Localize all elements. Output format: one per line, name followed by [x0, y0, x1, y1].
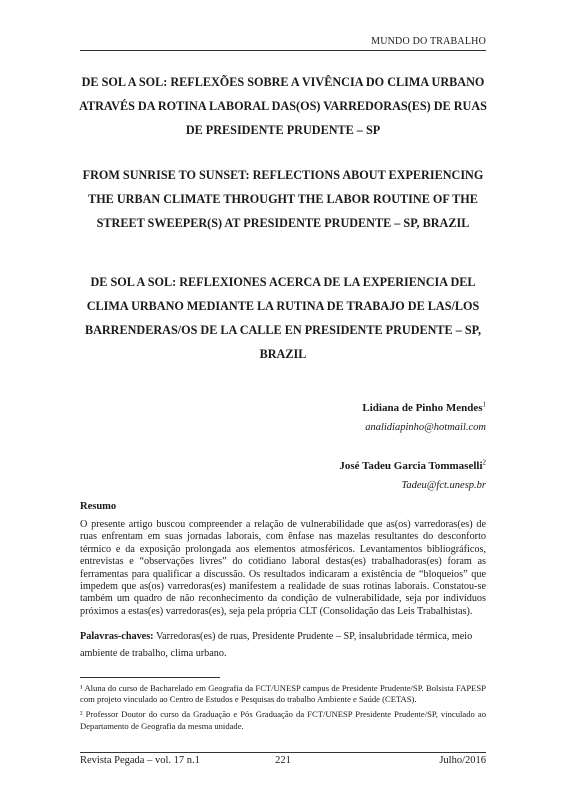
- author-block-1: [362, 402, 486, 433]
- footnotes: [80, 683, 486, 736]
- abstract-text: O presente artigo buscou compreender a relação de vulnerabilidade que as(os) varredoras(es) de ruas enfrentam em suas jornadas laborais, com ênfase nas mazelas resultantes do desconforto térmico e da exposição prolongada aos elementos atmosféricos. Levantamentos bibliográficos, entrevistas e “observações livres” do cotidiano laboral destas(es) trabalhadoras(es) foram as ferramentas para qualificar a discussão. Os resultados indicaram a existência de “bloqueios” que impedem que as(os) varredoras(es) manifestem a realidade de suas rotinas laborais. Constatou-se também um quadro de não reconhecimento da condição de vulnerabilidade, seja por indivíduos próximos a estas(es) varredoras(es), seja pela própria CLT (Consolidação das Leis Trabalhistas).: [80, 519, 486, 617]
- author-email-1[interactable]: analidiapinho@hotmail.com: [365, 422, 486, 433]
- footnote-mark-1: 1: [482, 400, 486, 409]
- page-number: 221: [275, 755, 291, 766]
- title-english: FROM SUNRISE TO SUNSET: REFLECTIONS ABOUT EXPERIENCING THE URBAN CLIMATE THROUGHT THE LABOR ROUTINE OF THE STREET SWEEPER(S) AT PRESIDENTE PRUDENTE – SP, BRAZIL: [82, 168, 484, 230]
- author-name-1: Lidiana de Pinho Mendes$^1$: [362, 400, 486, 414]
- abstract-heading: Resumo: [80, 501, 117, 512]
- issue-date: Julho/2016: [439, 755, 486, 766]
- footnote-2: ² Professor Doutor do curso da Graduação e Pós Graduação da FCT/UNESP Presidente Prudente/SP, vinculado ao Departamento de Geografia da mesma unidade.: [80, 709, 486, 731]
- footnote-mark-2: 2: [482, 458, 486, 467]
- author-name-2: José Tadeu Garcia Tommaselli$^2$: [339, 458, 486, 472]
- author-block-2: [339, 460, 486, 491]
- footnote-1: ¹ Aluna do curso de Bacharelado em Geografia da FCT/UNESP campus de Presidente Prudente/SP. Bolsista FAPESP com projeto vinculado ao Centro de Estudos e Pesquisas do trabalho Ambiente e Saúde (CETAS).: [80, 683, 486, 705]
- author-email-2[interactable]: Tadeu@fct.unesp.br: [401, 480, 486, 491]
- footnote-divider: [80, 677, 220, 678]
- journal-citation: Revista Pegada – vol. 17 n.1: [80, 755, 200, 766]
- title-portuguese: DE SOL A SOL: REFLEXÕES SOBRE A VIVÊNCIA DO CLIMA URBANO ATRAVÉS DA ROTINA LABORAL DAS(OS) VARREDORAS(ES) DE RUAS DE PRESIDENTE PRUDENTE – SP: [79, 75, 487, 137]
- keywords-label: Palavras-chaves:: [80, 631, 154, 642]
- footer-divider: [80, 752, 486, 753]
- keywords-text: Varredoras(es) de ruas, Presidente Prudente – SP, insalubridade térmica, meio ambiente de trabalho, clima urbano.: [80, 631, 473, 659]
- section-header: MUNDO DO TRABALHO: [371, 36, 486, 47]
- header-divider: [80, 50, 486, 51]
- keywords: [80, 629, 486, 662]
- title-spanish: DE SOL A SOL: REFLEXIONES ACERCA DE LA EXPERIENCIA DEL CLIMA URBANO MEDIANTE LA RUTINA DE TRABAJO DE LAS/LOS BARRENDERAS/OS DE LA CALLE EN PRESIDENTE PRUDENTE – SP, BRAZIL: [84, 275, 482, 361]
